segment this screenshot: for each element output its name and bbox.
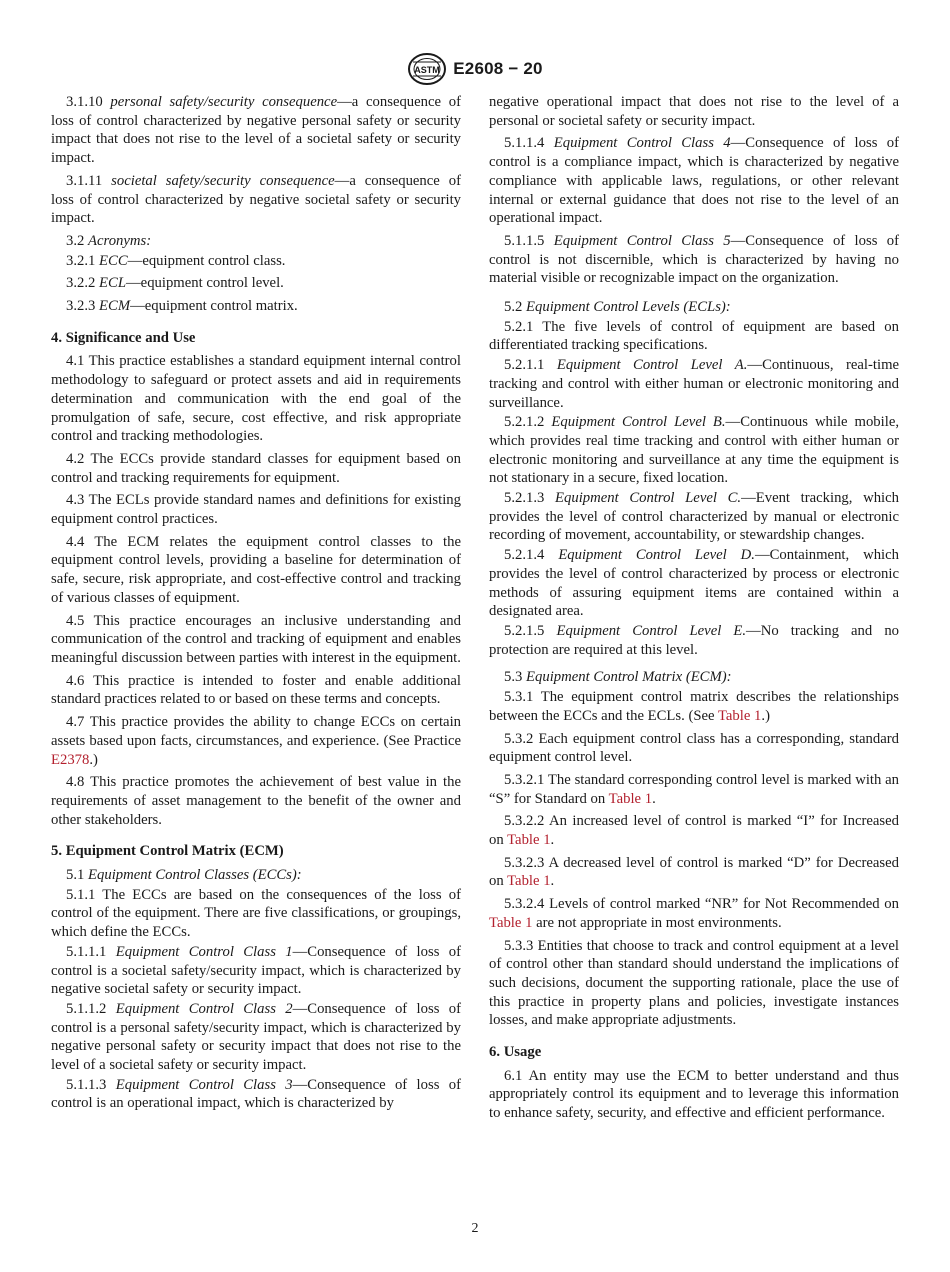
paragraph-3-1-11: 3.1.11 societal safety/security consequence—a consequence of loss of control characterized by negative societal safety or security impact. (51, 172, 462, 227)
table-1-link[interactable]: Table 1 (507, 873, 551, 890)
paragraph-4-4: 4.4 The ECM relates the equipment control classes to the equipment control levels, providing a baseline for determination of safe, secure, risk appropriate, and cost-effective control and tracking of various classes of equipment. (51, 533, 461, 606)
paragraph-5-3-2: 5.3.2 Each equipment control class has a corresponding, standard equipment control level. (489, 730, 899, 766)
paragraph-3-1-10: 3.1.10 personal safety/security consequence—a consequence of loss of control characterized by negative personal safety or security impact that does not rise to the level of a societal safety or security impact. (51, 94, 461, 167)
paragraph-5-3: 5.3 Equipment Control Matrix (ECM): (504, 669, 732, 686)
paragraph-5-3-2-2: 5.3.2.2 An increased level of control is marked “I” for Increased on Table 1. (489, 813, 899, 849)
paragraph-4-8: 4.8 This practice promotes the achievement of best value in the requirements of asset management to the benefit of the owner and other stakeholders. (51, 774, 461, 828)
table-1-link[interactable]: Table 1 (489, 914, 533, 931)
paragraph-3-2-3: 3.2.3 ECM—equipment control matrix. (66, 298, 298, 315)
section-5-heading: 5. Equipment Control Matrix (ECM) (51, 843, 284, 860)
page-header (0, 52, 950, 86)
page-number: 2 (471, 1221, 479, 1236)
table-1-link[interactable]: Table 1 (717, 707, 762, 724)
section-6-heading: 6. Usage (489, 1044, 542, 1061)
paragraph-5-2-1: 5.2.1 The five levels of control of equipment are based on differentiated tracking specifications. (489, 318, 899, 354)
paragraph-4-1: 4.1 This practice establishes a standard equipment internal control methodology to safeguard or protect assets and aid in requirements determination and communication with the end goal of the promulgation of safe, secure, cost effective, and risk appropriate control and tracking methodologies. (51, 353, 461, 445)
paragraph-5-3-2-1: 5.3.2.1 The standard corresponding control level is marked with an “S” for Standard on Table 1. (489, 771, 899, 807)
paragraph-5-2-1-2: 5.2.1.2 Equipment Control Level B.—Continuous while mobile, which provides real time tracking and control with either human or electronic monitoring and surveillance at any time the equipment is not stationary in a secure, fixed location. (489, 414, 900, 487)
section-4-heading: 4. Significance and Use (51, 329, 196, 346)
paragraph-4-7: 4.7 This practice provides the ability to change ECCs on certain assets based upon facts, circumstances, and experience. (See Practice E2378.) (51, 714, 461, 768)
paragraph-5-1: 5.1 Equipment Control Classes (ECCs): (66, 867, 302, 884)
paragraph-5-3-2-4: 5.3.2.4 Levels of control marked “NR” for Not Recommended on Table 1 are not appropriate in most environments. (489, 896, 899, 931)
paragraph-3-2-2: 3.2.2 ECL—equipment control level. (66, 275, 284, 292)
document-id: E2608 − 20 (453, 59, 543, 78)
paragraph-3-2-1: 3.2.1 ECC—equipment control class. (66, 252, 286, 269)
paragraph-5-1-1: 5.1.1 The ECCs are based on the consequences of the loss of control of the equipment. There are five classifications, or groupings, which define the ECCs. (51, 886, 461, 941)
paragraph-5-2-1-3: 5.2.1.3 Equipment Control Level C.—Event tracking, which provides the level of control characterized by manual or electronic recording of movement, accountability, or stewardship changes. (489, 490, 899, 544)
paragraph-5-1-1-4: 5.1.1.4 Equipment Control Class 4—Consequence of loss of control is a compliance impact, which is characterized by negative compliance with applicable laws, regulations, or other relevant internal or external guidance that does not rise to the level of an operational impact. (489, 135, 899, 227)
table-1-link[interactable]: Table 1 (608, 790, 653, 807)
paragraph-5-1-1-3: 5.1.1.3 Equipment Control Class 3—Consequence of loss of control is an operational impact, which is characterized by (51, 1076, 461, 1112)
astm-logo-icon (407, 52, 447, 86)
paragraph-5-1-1-2: 5.1.1.2 Equipment Control Class 2—Consequence of loss of control is a personal safety/security impact, which is characterized by negative personal safety or security impact that does not rise to the level of a societal safety or security impact. (51, 1000, 461, 1074)
paragraph-3-2: 3.2 Acronyms: (66, 232, 152, 249)
astm-logo-text: ASTM (414, 65, 441, 75)
paragraph-5-2-1-1: 5.2.1.1 Equipment Control Level A.—Continuous, real-time tracking and control with either human or electronic monitoring and surveillance. (489, 357, 900, 411)
paragraph-6-1: 6.1 An entity may use the ECM to better understand and thus appropriately control its equipment and to leverage this information to enhance safety, security, and effective and efficient performance. (489, 1067, 899, 1122)
left-column (51, 93, 461, 1114)
paragraph-5-1-1-1: 5.1.1.1 Equipment Control Class 1—Consequence of loss of control is a societal safety/security impact, which is characterized by negative societal safety or security impact. (51, 943, 461, 998)
paragraph-4-5: 4.5 This practice encourages an inclusive understanding and communication of the control and tracking of equipment and enables meaningful discussion between parties with interest in the equipment. (51, 612, 461, 666)
paragraph-5-2: 5.2 Equipment Control Levels (ECLs): (504, 299, 731, 316)
e2378-link[interactable]: E2378 (51, 751, 90, 768)
paragraph-5-1-1-5: 5.1.1.5 Equipment Control Class 5—Consequence of loss of control is not discernible, which is characterized by having no material visible or recognizable impact on the organization. (489, 232, 899, 287)
paragraph-5-2-1-5: 5.2.1.5 Equipment Control Level E.—No tracking and no protection are required at this level. (489, 622, 900, 658)
paragraph-5-3-2-3: 5.3.2.3 A decreased level of control is marked “D” for Decreased on Table 1. (489, 854, 899, 890)
table-1-link[interactable]: Table 1 (507, 832, 551, 849)
paragraph-4-6: 4.6 This practice is intended to foster and enable additional standard practices related to or based on these terms and concepts. (51, 672, 461, 708)
paragraph-4-3: 4.3 The ECLs provide standard names and definitions for existing equipment control practices. (51, 492, 461, 528)
paragraph-5-1-1-3-continued: negative operational impact that does not rise to the level of a personal or societal safety or security impact. (489, 94, 899, 129)
paragraph-5-2-1-4: 5.2.1.4 Equipment Control Level D.—Containment, which provides the level of control characterized by process or electronic methods of assuring equipment items are contained within a designated area. (489, 547, 899, 620)
paragraph-5-3-3: 5.3.3 Entities that choose to track and control equipment at a level of control other than standard should understand the implications of such decisions, document the supporting rationale, place the use of this practice in property plans and policies, investigate instances losses, and make appropriate adjustments. (489, 937, 899, 1029)
right-column (489, 93, 899, 1127)
paragraph-4-2: 4.2 The ECCs provide standard classes for equipment based on control and tracking requirements for equipment. (51, 450, 461, 486)
paragraph-5-3-1: 5.3.1 The equipment control matrix describes the relationships between the ECCs and the ECLs. (See Table 1.) (489, 689, 899, 724)
